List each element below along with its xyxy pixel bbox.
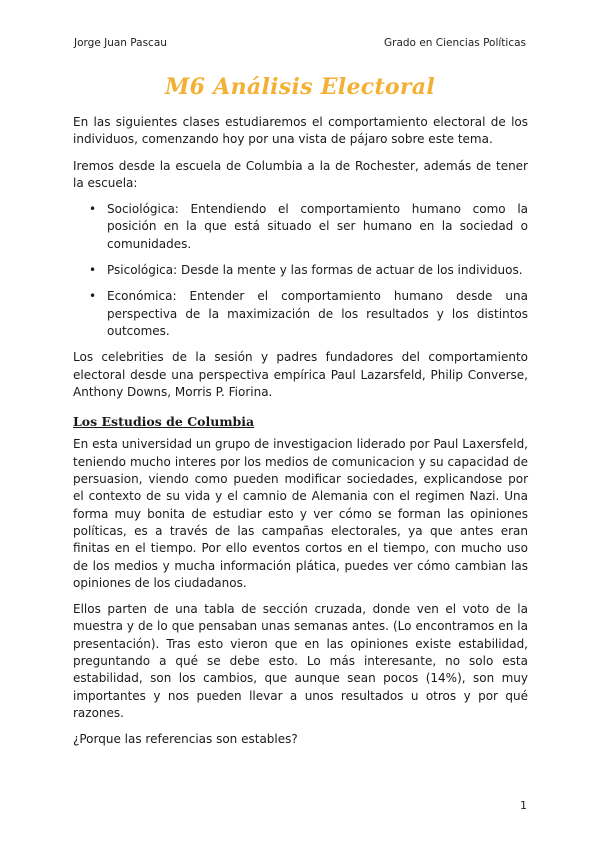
document-body (73, 114, 528, 758)
document-title: M6 Análisis Electoral (165, 74, 435, 100)
list-item-text: Sociológica: Entendiendo el comportamiento humano como la posición en la que está situado el ser humano en la sociedad o comunidades. (107, 202, 528, 251)
schools-list (73, 201, 528, 340)
section-heading-columbia: Los Estudios de Columbia (73, 414, 255, 430)
bullet-icon: • (89, 289, 97, 304)
paragraph-columbia-1: En esta universidad un grupo de investigacion liderado por Paul Laxersfeld, teniendo mucho interes por los medios de comunicacion y su capacidad de persuasion, viendo como pueden modificar sociedades, explicandose por el contexto de su vida y el camnio de Alemania con el regimen Nazi. Una forma muy bonita de estudiar esto y ver cómo se forman las opiniones políticas, es a través de las campañas electorales, ya que antes eran finitas en el tiempo. Por ello eventos cortos en el tiempo, con mucho uso de los medios y mucha información plática, puedes ver cómo cambian las opiniones de los ciudadanos. (73, 437, 528, 590)
header-course: Grado en Ciencias Políticas (384, 37, 526, 49)
bullet-icon: • (89, 263, 97, 278)
list-item-text: Psicológica: Desde la mente y las formas de actuar de los individuos. (107, 263, 523, 278)
list-item-text: Económica: Entender el comportamiento humano desde una perspectiva de la maximización de los resultados y los distintos outcomes. (107, 289, 528, 338)
list-item (89, 262, 528, 279)
bullet-icon: • (89, 202, 97, 217)
list-item (89, 201, 528, 253)
paragraph-intro: En las siguientes clases estudiaremos el comportamiento electoral de los individuos, comenzando hoy por una vista de pájaro sobre este tema. (73, 115, 528, 147)
list-item (89, 288, 528, 340)
page-header (74, 37, 526, 49)
paragraph-schools: Iremos desde la escuela de Columbia a la de Rochester, además de tener la escuela: (73, 158, 528, 190)
paragraph-celebrities: Los celebrities de la sesión y padres fundadores del comportamiento electoral desde una perspectiva empírica Paul Lazarsfeld, Philip Converse, Anthony Downs, Morris P. Fiorina. (73, 350, 528, 399)
header-author: Jorge Juan Pascau (74, 37, 167, 49)
page-number: 1 (520, 799, 527, 812)
paragraph-question: ¿Porque las referencias son estables? (73, 732, 298, 747)
paragraph-columbia-2: Ellos parten de una tabla de sección cruzada, donde ven el voto de la muestra y de lo que pensaban unas semanas antes. (Lo encontramos en la presentación). Tras esto vieron que en las opiniones existe estabilidad, preguntando a qué se debe esto. Lo más interesante, no solo esta estabilidad, son los cambios, que aunque sean pocos (14%), son muy importantes y nos pueden llevar a unos resultados u otros y por qué razones. (73, 602, 528, 720)
